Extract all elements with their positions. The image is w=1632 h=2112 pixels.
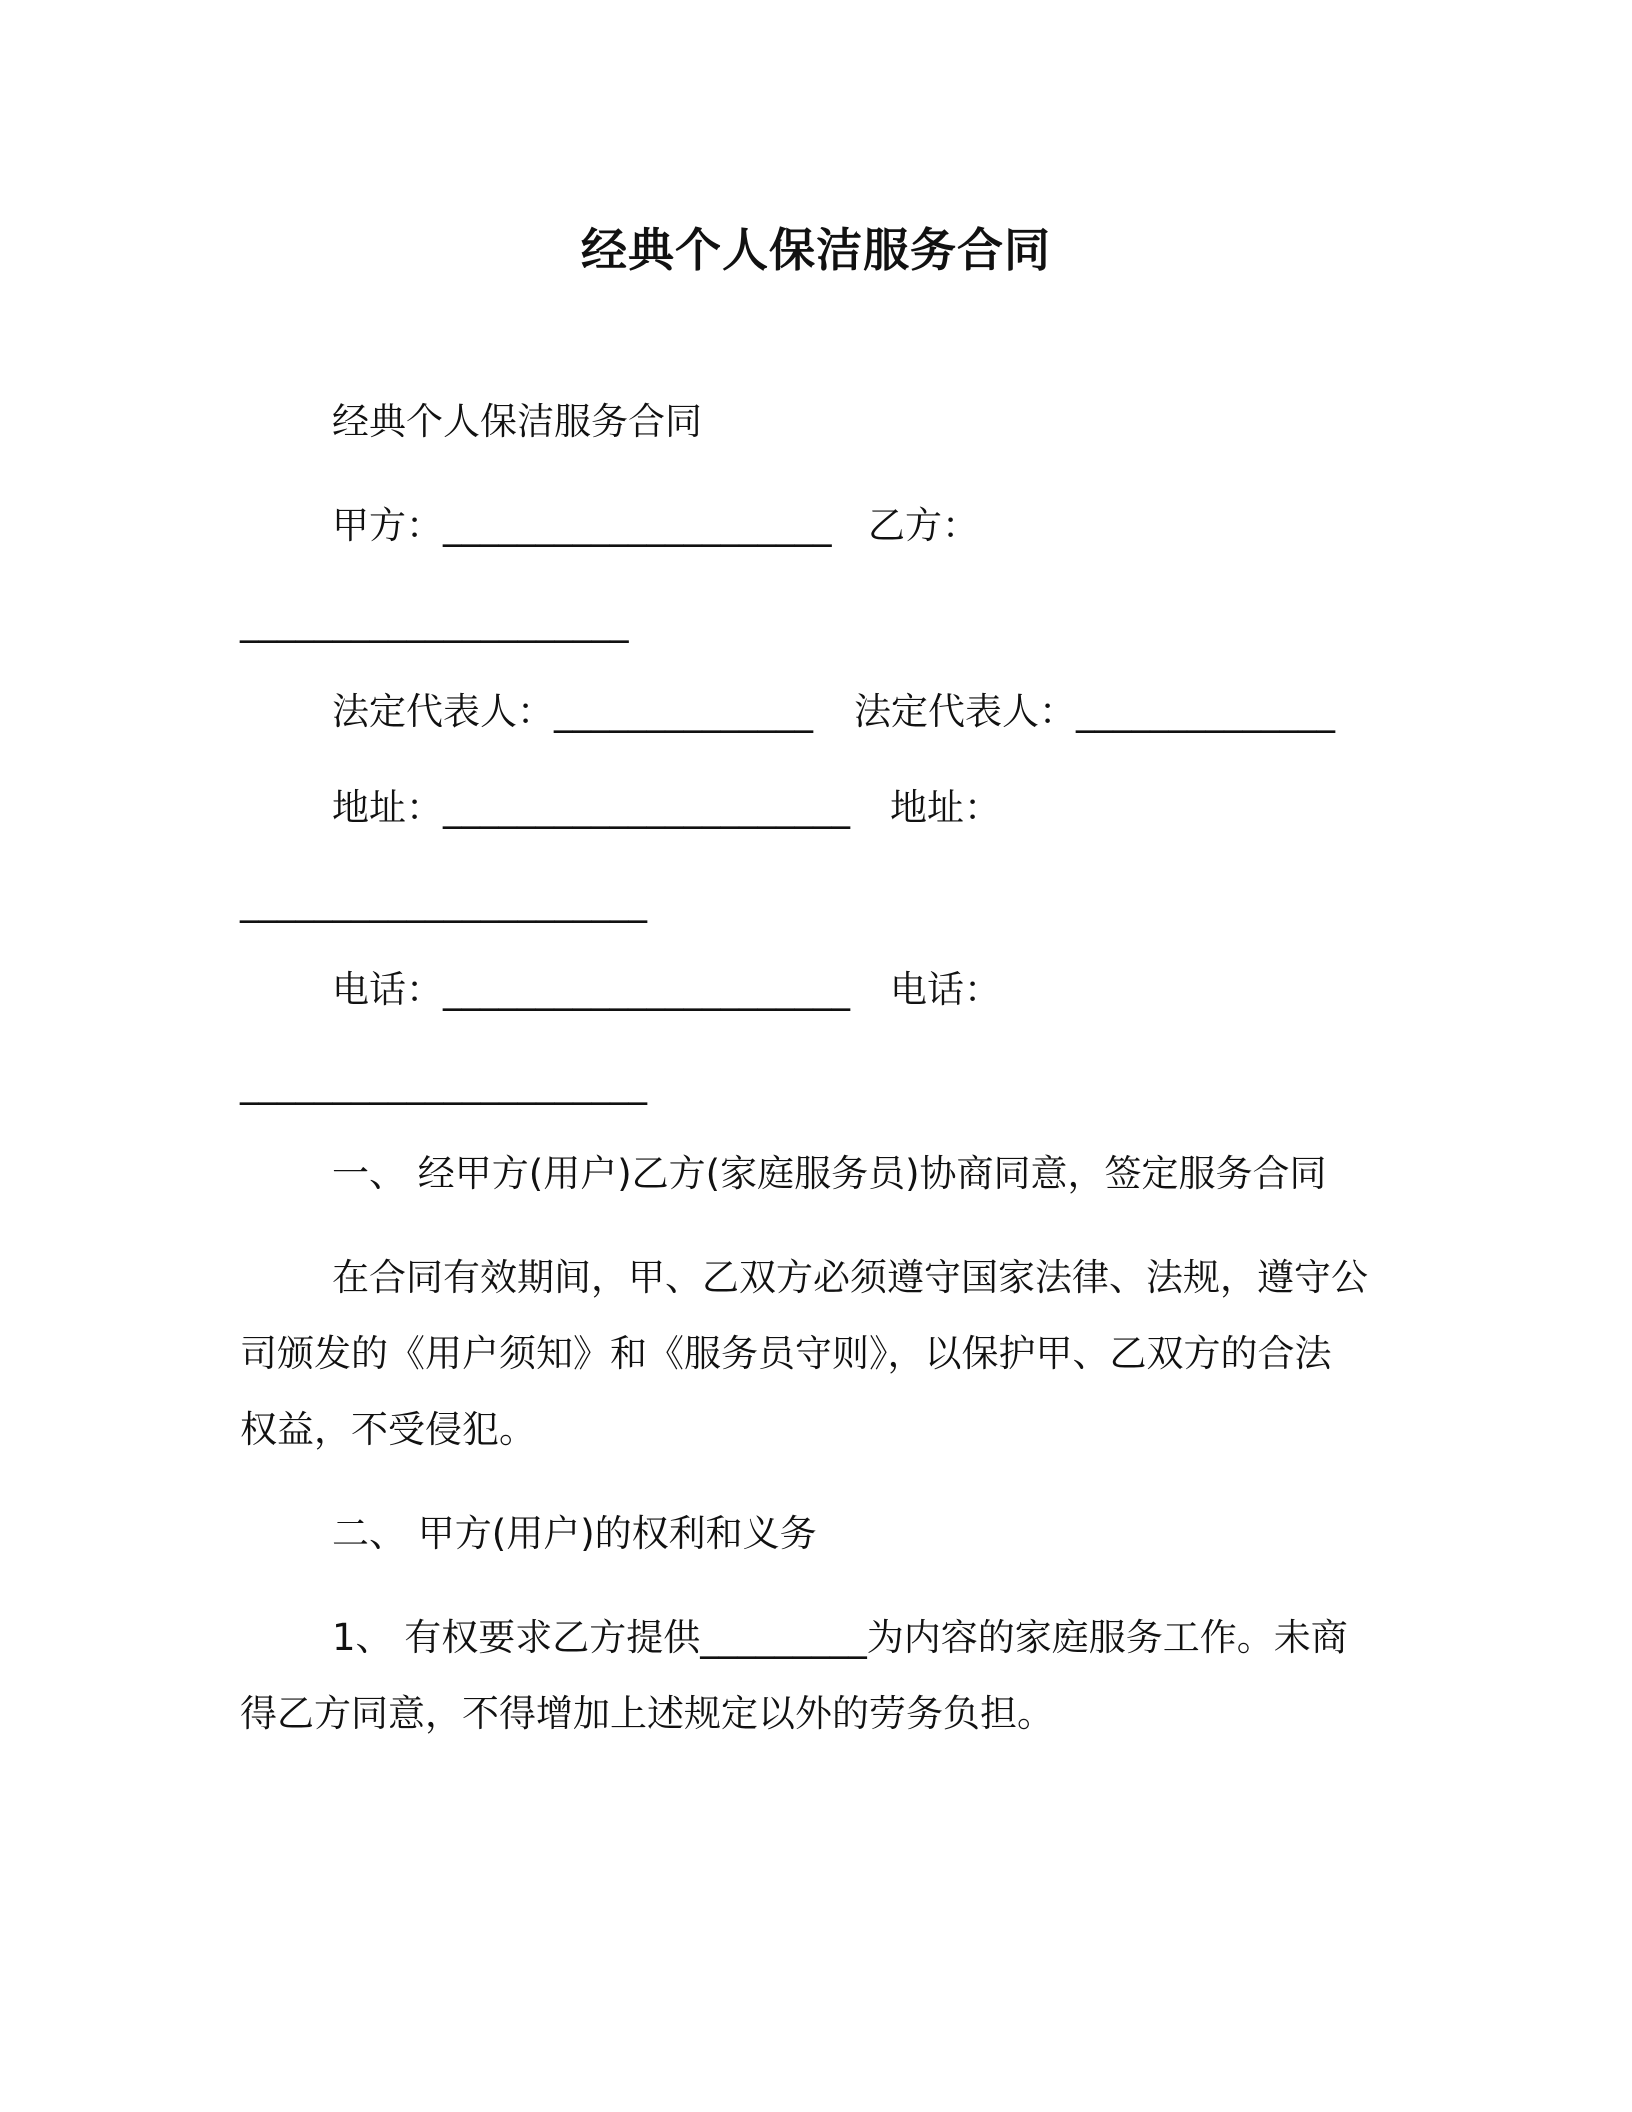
section1-para-text-2: 司颁发的《用户须知》和《服务员守则》，以保护甲、乙双方的合法 — [240, 1332, 1332, 1375]
phone-b-label: 电话： — [890, 968, 1001, 1011]
section1-para-line3 — [0, 1404, 1632, 1508]
document-title: 经典个人保洁服务合同 — [581, 223, 1051, 277]
section2-heading: 二、 甲方(用户)的权利和义务 — [332, 1512, 817, 1555]
section1-heading-line — [0, 1148, 1632, 1252]
phone-b-blank: ______________________ — [240, 1062, 647, 1105]
party-a-field: 甲方：_____________________ — [332, 504, 832, 547]
item1-text-1: 1、 有权要求乙方提供_________为内容的家庭服务工作。未商 — [332, 1616, 1348, 1659]
section1-heading: 一、 经甲方(用户)乙方(家庭服务员)协商同意，签定服务合同 — [332, 1152, 1327, 1195]
party-b-blank-line — [0, 596, 1632, 700]
document-subtitle: 经典个人保洁服务合同 — [332, 400, 702, 443]
address-b-blank: ______________________ — [240, 880, 647, 923]
party-b-blank: _____________________ — [240, 600, 629, 643]
legal-rep-a-field: 法定代表人：______________ — [332, 690, 813, 733]
phone-b-blank-line — [0, 1058, 1632, 1162]
item1-line2 — [0, 1688, 1632, 1792]
section1-para-text-3: 权益，不受侵犯。 — [240, 1408, 536, 1451]
item1-text-2: 得乙方同意，不得增加上述规定以外的劳务负担。 — [240, 1692, 1054, 1735]
phone-a-field: 电话：______________________ — [332, 968, 850, 1011]
section2-heading-line — [0, 1508, 1632, 1612]
subtitle-line — [0, 396, 1632, 500]
party-b-label: 乙方： — [868, 504, 979, 547]
address-a-field: 地址：______________________ — [332, 786, 850, 829]
address-b-label: 地址： — [890, 786, 1001, 829]
section1-para-text-1: 在合同有效期间，甲、乙双方必须遵守国家法律、法规，遵守公 — [332, 1256, 1368, 1299]
legal-rep-b-field: 法定代表人：______________ — [854, 690, 1335, 733]
